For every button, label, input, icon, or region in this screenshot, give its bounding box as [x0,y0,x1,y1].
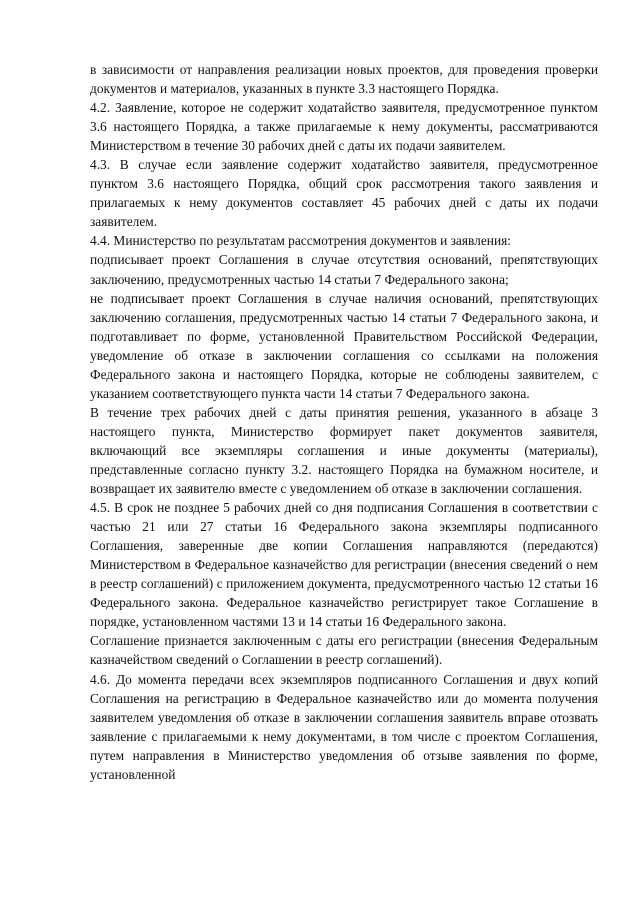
paragraph-4-4-sign: подписывает проект Соглашения в случае отсутствия оснований, препятствующих заключению, предусмотренных частью 14 статьи 7 Федерального закона; [90,252,598,287]
paragraph-4-4: 4.4. Министерство по результатам рассмотрения документов и заявления: [90,233,512,249]
paragraph-4-4-not-sign: не подписывает проект Соглашения в случае наличия оснований, препятствующих заключению соглашения, предусмотренных частью 14 статьи 7 Федерального закона, и подготавливает по форме, установленной Правительством Российской Федерации, уведомление об отказе в заключении соглашения со ссылками на положения Федерального закона и настоящего Порядка, которые не соблюдены заявителем, с указанием соответствующего пункта части 14 статьи 7 Федерального закона. [90,290,598,401]
paragraph-4-3: 4.3. В случае если заявление содержит ходатайство заявителя, предусмотренное пунктом 3.6 настоящего Порядка, общий срок рассмотрения такого заявления и прилагаемых к нему документов составляет 45 рабочих дней с даты их подачи заявителем. [90,157,598,230]
paragraph-4-4-return: В течение трех рабочих дней с даты принятия решения, указанного в абзаце 3 настоящего пункта, Министерство формирует пакет документов заявителя, включающий все экземпляры соглашения и иные документы (материалы), представленные согласно пункту 3.2. настоящего Порядка на бумажном носителе, и возвращает их заявителю вместе с уведомлением об отказе в заключении соглашения. [90,404,598,497]
paragraph-4-2: 4.2. Заявление, которое не содержит ходатайство заявителя, предусмотренное пунктом 3.6 настоящего Порядка, а также прилагаемые к нему документы, рассматриваются Министерством в течение 30 рабочих дней с даты их подачи заявителем. [90,100,598,154]
paragraph-4-5: 4.5. В срок не позднее 5 рабочих дней со дня подписания Соглашения в соответствии с частью 21 или 27 статьи 16 Федерального закона экземпляры подписанного Соглашения, заверенные две копии Соглашения направляются (передаются) Министерством в Федеральное казначейство для регистрации (внесения сведений о нем в реестр соглашений) с приложением документа, предусмотренного частью 12 статьи 16 Федерального закона. Федеральное казначейство регистрирует такое Соглашение в порядке, установленном частями 13 и 14 статьи 16 Федерального закона. [90,500,598,630]
paragraph-4-5-conclusion: Соглашение признается заключенным с даты его регистрации (внесения Федеральным казначейством сведений о Соглашении в реестр соглашений). [90,633,598,668]
paragraph-continuation: в зависимости от направления реализации новых проектов, для проведения проверки документов и материалов, указанных в пункте 3.3 настоящего Порядка. [90,62,598,97]
paragraph-4-6: 4.6. До момента передачи всех экземпляров подписанного Соглашения и двух копий Соглашения на регистрацию в Федеральное казначейство или до момента получения заявителем уведомления об отказе в заключении соглашения заявитель вправе отозвать заявление с прилагаемыми к нему документами, в том числе с проектом Соглашения, путем направления в Министерство уведомления об отзыве заявления по форме, установленной [90,671,598,782]
document-page [90,60,598,784]
